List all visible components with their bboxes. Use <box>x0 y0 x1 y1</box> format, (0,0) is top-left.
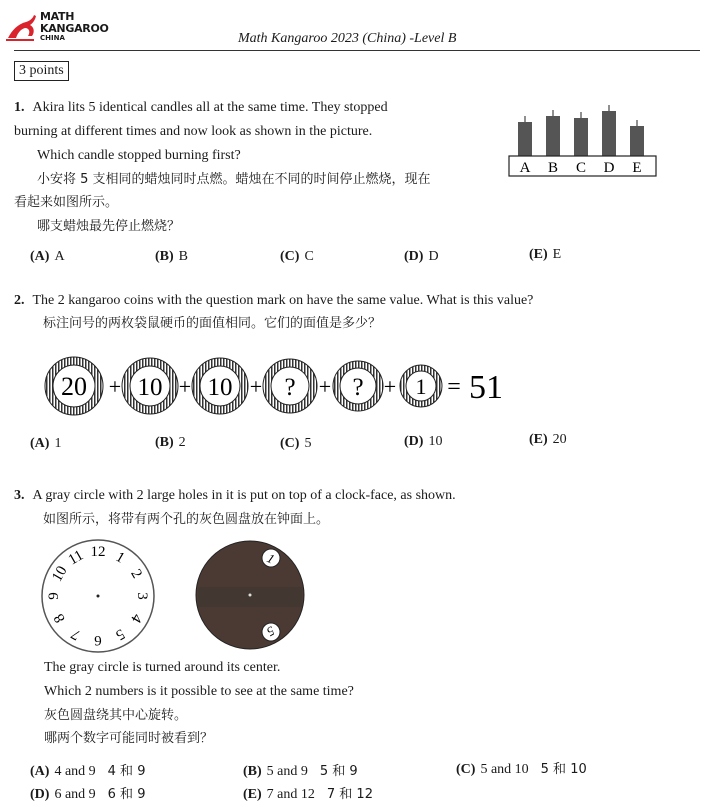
coin-value: 20 <box>61 372 87 401</box>
q3-zh-line1: 如图所示，将带有两个孔的灰色圆盘放在钟面上。 <box>43 512 330 527</box>
q3-number: 3. <box>14 488 25 503</box>
disc-hole <box>262 549 280 567</box>
candles-figure <box>508 102 658 178</box>
q1-en-line2: burning at different times and now look as shown in the picture. <box>14 124 373 139</box>
logo <box>4 10 114 46</box>
disc-shading-band <box>198 587 302 607</box>
answer-option[interactable]: (E) 20 <box>529 432 567 447</box>
coin-value: ? <box>284 374 296 401</box>
q2-en-line1: The 2 kangaroo coins with the question mark on have the same value. What is this value? <box>32 293 534 308</box>
clock-number: 12 <box>90 544 106 560</box>
logo-text-math: MATH <box>40 10 75 23</box>
answer-option[interactable]: (C) C <box>280 249 314 264</box>
clock-number: 7 <box>68 625 84 643</box>
q1-zh-line1: 小安将 5 支相同的蜡烛同时点燃。蜡烛在不同的时间停止燃烧，现在 <box>37 172 431 187</box>
answer-option[interactable]: (D) D <box>404 249 439 264</box>
q2-line1 <box>14 292 533 310</box>
q3-zh-line2: 灰色圆盘绕其中心旋转。 <box>44 708 188 723</box>
q1-line1 <box>14 99 388 117</box>
clock-number: 2 <box>127 566 145 582</box>
clock-number: 11 <box>65 547 87 569</box>
candle-label: B <box>547 160 559 176</box>
answer-option[interactable]: (B) B <box>155 249 189 264</box>
coin-value: 1 <box>415 374 427 399</box>
coins-equation <box>40 356 520 416</box>
coin-value: 10 <box>207 374 233 401</box>
answer-option[interactable]: (B) 2 <box>155 435 186 450</box>
coin-value: 10 <box>137 374 163 401</box>
answer-option[interactable]: (D) 10 <box>404 434 443 449</box>
candle-label: A <box>519 160 531 176</box>
coin-20 <box>45 357 103 415</box>
answer-option[interactable]: (E) 7 and 12 7 和 12 <box>243 787 373 802</box>
q1-number: 1. <box>14 100 25 115</box>
total-value: 51 <box>469 369 503 406</box>
answer-option[interactable]: (A) 4 and 9 4 和 9 <box>30 764 146 779</box>
clock-center-dot <box>97 595 100 598</box>
clock-number: 5 <box>112 625 128 643</box>
clock-number: 9 <box>46 592 62 600</box>
clock-number: 6 <box>94 632 102 648</box>
q1-en-line3: Which candle stopped burning first? <box>37 148 241 163</box>
answer-option[interactable]: (C) 5 <box>280 436 312 451</box>
plus-sign: + <box>108 374 122 399</box>
q1-en-line1: Akira lits 5 identical candles all at the same time. They stopped <box>32 100 388 115</box>
q2-number: 2. <box>14 293 25 308</box>
hole-number: 1 <box>264 550 277 567</box>
candle-d <box>602 105 616 156</box>
candle-e <box>630 120 644 156</box>
clock-number: 4 <box>127 610 145 626</box>
candle-label: D <box>603 160 615 176</box>
hole-number: 5 <box>264 623 278 640</box>
answer-option[interactable]: (E) E <box>529 247 562 262</box>
answer-option[interactable]: (B) 5 and 9 5 和 9 <box>243 764 358 779</box>
answer-option[interactable]: (A) 1 <box>30 436 62 451</box>
coin-question <box>333 361 383 411</box>
coin-question <box>263 359 317 413</box>
plus-sign: + <box>318 374 332 399</box>
disc-hole <box>262 623 280 641</box>
candle-b <box>546 110 560 156</box>
clock-number: 1 <box>112 549 128 567</box>
clock-number: 8 <box>51 610 69 626</box>
coin-value: ? <box>352 374 364 401</box>
candle-label: E <box>632 160 642 176</box>
q3-en-line3: Which 2 numbers is it possible to see at the same time? <box>44 684 354 699</box>
points-badge: 3 points <box>14 61 69 81</box>
q1-zh-line2: 看起来如图所示。 <box>14 195 119 210</box>
candle-c <box>574 112 588 156</box>
plus-sign: + <box>178 374 192 399</box>
answer-option[interactable]: (D) 6 and 9 6 和 9 <box>30 787 146 802</box>
q1-zh-line3: 哪支蜡烛最先停止燃烧？ <box>37 219 181 234</box>
logo-text-kangaroo: KANGAROO <box>40 22 109 35</box>
clock-number: 3 <box>134 592 150 600</box>
q3-line1 <box>14 487 456 505</box>
answer-option[interactable]: (A) A <box>30 249 65 264</box>
disc-center-dot <box>249 594 252 597</box>
header-rule <box>14 50 700 51</box>
q3-en-line2: The gray circle is turned around its center. <box>44 660 281 675</box>
answer-option[interactable]: (C) 5 and 10 5 和 10 <box>456 762 587 777</box>
clock-face-figure <box>40 538 156 654</box>
page-header-title: Math Kangaroo 2023 (China) -Level B <box>238 31 457 46</box>
plus-sign: + <box>383 374 397 399</box>
q2-zh-line1: 标注问号的两枚袋鼠硬币的面值相同。它们的面值是多少？ <box>43 316 382 331</box>
candle-a <box>518 116 532 156</box>
logo-text-china: CHINA <box>40 34 65 42</box>
coin-1 <box>400 365 442 407</box>
candle-label: C <box>575 160 587 176</box>
coin-10 <box>192 358 248 414</box>
q3-zh-line3: 哪两个数字可能同时被看到？ <box>44 731 214 746</box>
coin-10 <box>122 358 178 414</box>
plus-sign: + <box>249 374 263 399</box>
q3-en-line1: A gray circle with 2 large holes in it is put on top of a clock-face, as shown. <box>32 488 456 503</box>
kangaroo-logo-icon <box>4 14 40 44</box>
clock-number: 10 <box>49 563 71 585</box>
gray-disc-figure <box>194 539 306 651</box>
equals-sign: = <box>447 374 461 400</box>
